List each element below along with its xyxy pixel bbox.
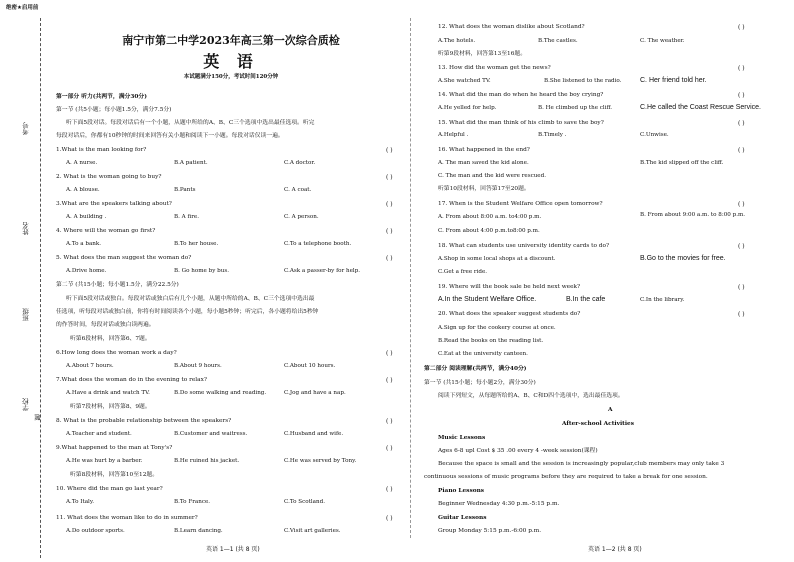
- option-c: C.About 10 hours.: [284, 363, 336, 369]
- option-a: A.She watched TV.: [438, 78, 491, 84]
- option-b: B. A fire.: [174, 214, 199, 220]
- option-a: A. The man saved the kid alone.: [438, 160, 529, 166]
- answer-blank: ( ): [386, 228, 393, 235]
- option-b: B.Learn dancing.: [174, 528, 223, 534]
- option-c: C.He was served by Tony.: [284, 458, 357, 464]
- option-b: B. He climbed up the cliff.: [538, 105, 613, 111]
- passage-letter: A: [608, 407, 613, 413]
- option-b: B.She listened to the radio.: [544, 78, 622, 84]
- question-8: 8. What is the probable relationship between the speakers?: [56, 418, 232, 424]
- answer-blank: ( ): [386, 515, 393, 522]
- section1-instruction: 听下面5段对话。每段对话后有一个小题，从题中所给的A、B、C三个选项中选出最佳选项。听完: [66, 120, 315, 126]
- option-c: C.He called the Coast Rescue Service.: [640, 104, 761, 111]
- option-c: C. A person.: [284, 214, 319, 220]
- question-19: 19. Where will the book sale be held next week?: [438, 284, 581, 290]
- option-b: B.The kid slipped off the cliff.: [640, 160, 724, 166]
- option-a: A.Helpful .: [438, 132, 469, 138]
- question-20: 20. What does the speaker suggest students do?: [438, 311, 581, 317]
- answer-blank: ( ): [386, 147, 393, 154]
- option-a: A. A blouse.: [66, 187, 100, 193]
- answer-blank: ( ): [386, 445, 393, 452]
- question-4: 4. Where will the woman go first?: [56, 228, 156, 234]
- answer-blank: ( ): [386, 350, 393, 357]
- question-18: 18. What can students use university identity cards to do?: [438, 243, 610, 249]
- part1-heading: 第一部分 听力(共两节，满分30分): [56, 94, 147, 100]
- option-a: A.Do outdoor sports.: [66, 528, 125, 534]
- part2-heading: 第二部分 阅读理解(共两节，满分40分): [424, 366, 527, 372]
- option-b: B. From about 9:00 a.m. to 8:00 p.m.: [640, 212, 746, 218]
- option-a: A.Shop in some local shops at a discount.: [438, 256, 556, 262]
- material-note: 听第8段材料，回答第10至12题。: [70, 472, 159, 478]
- option-c: C.A doctor.: [284, 160, 316, 166]
- answer-blank: ( ): [386, 486, 393, 493]
- option-c: C. Her friend told her.: [640, 77, 707, 84]
- question-11: 11. What does the woman like to do in summer?: [56, 515, 198, 521]
- answer-blank: ( ): [738, 120, 745, 127]
- answer-blank: ( ): [738, 284, 745, 291]
- music-lessons-heading: Music Lessons: [438, 435, 486, 441]
- material-note: 听第9段材料，回答第13至16题。: [438, 51, 527, 57]
- section2-instruction-cont: 佳选项，听每段对话或独白前，你将有时间阅读各个小题，每小题5秒钟；听完后，各小题将给出5秒钟: [56, 309, 319, 315]
- page-footer: 英语 1—1 (共 8 页): [206, 546, 260, 553]
- option-b: B.Pants: [174, 187, 196, 193]
- option-c: C.Jog and have a nap.: [284, 390, 346, 396]
- reading-instruction: 阅读下列短文，从每题所给的A、B、C和D四个选项中，选出最佳选项。: [438, 393, 624, 399]
- option-b: B.To France.: [174, 499, 211, 505]
- exam-number-label: 考号: [22, 122, 30, 135]
- option-c: C.Visit art galleries.: [284, 528, 341, 534]
- option-a: A.He yelled for help.: [438, 105, 497, 111]
- option-c: C. A coat.: [284, 187, 312, 193]
- option-b: B.Read the books on the reading list.: [438, 338, 544, 344]
- material-note: 听第10段材料，回答第17至20题。: [438, 186, 530, 192]
- option-a: A.Teacher and student.: [66, 431, 132, 437]
- reading-section1-heading: 第一节 (共15小题；每小题2分，满分30分): [424, 380, 536, 386]
- confidential-mark: 绝密★启用前: [6, 5, 39, 11]
- option-c: C.Get a free ride.: [438, 269, 488, 275]
- option-a: A.To Italy.: [66, 499, 95, 505]
- music-lessons-details: Ages 6-8 upl Cost $ 35 .00 every 4 -week session(课程): [438, 448, 598, 454]
- section2-instruction-end: 的作答时间，每段对话或独白读两遍。: [56, 322, 155, 328]
- option-a: A.To a bank.: [66, 241, 102, 247]
- section1-instruction-cont: 每段对话后，你都有10秒钟的时间来回答有关小题和阅读下一小题。每段对话仅读一遍。: [56, 133, 284, 139]
- option-c: C.To a telephone booth.: [284, 241, 352, 247]
- option-b: B.The castles.: [538, 38, 578, 44]
- section2-heading: 第二节 (共15小题；每小题1.5分，满分22.5分): [56, 282, 179, 288]
- answer-blank: ( ): [386, 255, 393, 262]
- name-label: 姓名: [22, 222, 30, 235]
- option-a: A.Sign up for the cookery course at once.: [438, 325, 556, 331]
- question-9: 9.What happened to the man at Tony's?: [56, 445, 173, 451]
- option-c: C. The weather.: [640, 38, 685, 44]
- option-a: A.The hotels.: [438, 38, 476, 44]
- option-a: A. A nurse.: [66, 160, 98, 166]
- option-b: B.Customer and waitress.: [174, 431, 248, 437]
- option-c: C. From about 4:00 p.m.to8:00 p.m.: [438, 228, 540, 234]
- section2-instruction: 听下面5段对话或独白。每段对话或独白后有几个小题，从题中所给的A、B、C三个选项中选出最: [66, 296, 315, 302]
- option-a: A.Drive home.: [66, 268, 107, 274]
- option-b: B.Timely .: [538, 132, 567, 138]
- seal-label: 题: [34, 414, 42, 421]
- guitar-lessons-heading: Guitar Lessons: [438, 515, 487, 521]
- option-c: C. The man and the kid were rescued.: [438, 173, 546, 179]
- option-c: C.To Scotland.: [284, 499, 325, 505]
- answer-blank: ( ): [738, 92, 745, 99]
- exam-title: 南宁市第二中学2023年高三第一次综合质检: [122, 34, 340, 47]
- answer-blank: ( ): [386, 377, 393, 384]
- question-14: 14. What did the man do when he heard the boy crying?: [438, 92, 604, 98]
- column-divider: [410, 18, 411, 538]
- option-c: C.Unwise.: [640, 132, 669, 138]
- answer-blank: ( ): [738, 311, 745, 318]
- material-note: 听第6段材料，回答第6、7题。: [70, 336, 151, 342]
- option-b: B.Go to the movies for free.: [640, 255, 726, 262]
- binding-margin: [0, 0, 44, 562]
- question-3: 3.What are the speakers talking about?: [56, 201, 172, 207]
- answer-blank: ( ): [738, 147, 745, 154]
- material-note: 听第7段材料，回答第8、9题。: [70, 404, 151, 410]
- passage-body-cont: continuous sessions of music programs before they are required to take a break for one session.: [424, 474, 708, 480]
- passage-title: After-school Activities: [562, 421, 634, 427]
- question-12: 12. What does the woman dislike about Scotland?: [438, 24, 585, 30]
- answer-blank: ( ): [386, 174, 393, 181]
- option-c: C.Eat at the university canteen.: [438, 351, 528, 357]
- piano-lessons-time: Beginner Wednesday 4:30 p.m.-5:15 p.m.: [438, 501, 560, 507]
- guitar-lessons-time: Group Monday 5:15 p.m.-6:00 p.m.: [438, 528, 542, 534]
- passage-body: Because the space is small and the session is increasingly popular,club members may only take 3: [438, 461, 725, 467]
- option-a: A.He was hurt by a barber.: [66, 458, 143, 464]
- question-15: 15. What did the man think of his climb to save the boy?: [438, 120, 604, 126]
- option-c: C.In the library.: [640, 297, 685, 303]
- option-b: B.About 9 hours.: [174, 363, 222, 369]
- piano-lessons-heading: Piano Lessons: [438, 488, 485, 494]
- option-a: A.In the Student Welfare Office.: [438, 296, 537, 303]
- school-label: 学校: [22, 398, 30, 411]
- question-1: 1.What is the man looking for?: [56, 147, 147, 153]
- option-b: B.Do some walking and reading.: [174, 390, 267, 396]
- option-b: B.To her house.: [174, 241, 219, 247]
- question-2: 2. What is the woman going to buy?: [56, 174, 162, 180]
- page-footer: 英语 1—2 (共 8 页): [588, 546, 642, 553]
- question-7: 7.What does the woman do in the evening to relax?: [56, 377, 207, 383]
- option-c: C.Husband and wife.: [284, 431, 344, 437]
- option-a: A.About 7 hours.: [66, 363, 114, 369]
- subject-title: 英 语: [203, 52, 259, 71]
- question-17: 17. When is the Student Welfare Office open tomorrow?: [438, 201, 603, 207]
- question-6: 6.How long does the woman work a day?: [56, 350, 177, 356]
- question-16: 16. What happened in the end?: [438, 147, 530, 153]
- answer-blank: ( ): [386, 201, 393, 208]
- option-a: A.Have a drink and watch TV.: [66, 390, 150, 396]
- answer-blank: ( ): [738, 243, 745, 250]
- question-10: 10. Where did the man go last year?: [56, 486, 163, 492]
- option-b: B.A patient.: [174, 160, 208, 166]
- option-a: A. A building .: [66, 214, 107, 220]
- class-label: 班级: [22, 308, 30, 321]
- answer-blank: ( ): [738, 201, 745, 208]
- exam-info: 本试题满分150分，考试时间120分钟: [183, 74, 279, 80]
- answer-blank: ( ): [738, 24, 745, 31]
- question-13: 13. How did the woman get the news?: [438, 65, 551, 71]
- answer-blank: ( ): [386, 418, 393, 425]
- option-a: A. From about 8:00 a.m. to4:00 p.m.: [438, 214, 542, 220]
- answer-blank: ( ): [738, 65, 745, 72]
- section1-heading: 第一节 (共5小题；每小题1.5分，满分7.5分): [56, 107, 172, 113]
- option-c: C.Ask a passer-by for help.: [284, 268, 361, 274]
- option-b: B. Go home by bus.: [174, 268, 229, 274]
- option-b: B.In the cafe: [566, 296, 606, 303]
- question-5: 5. What does the man suggest the woman do?: [56, 255, 192, 261]
- option-b: B.He ruined his jacket.: [174, 458, 240, 464]
- binding-line: [40, 18, 41, 558]
